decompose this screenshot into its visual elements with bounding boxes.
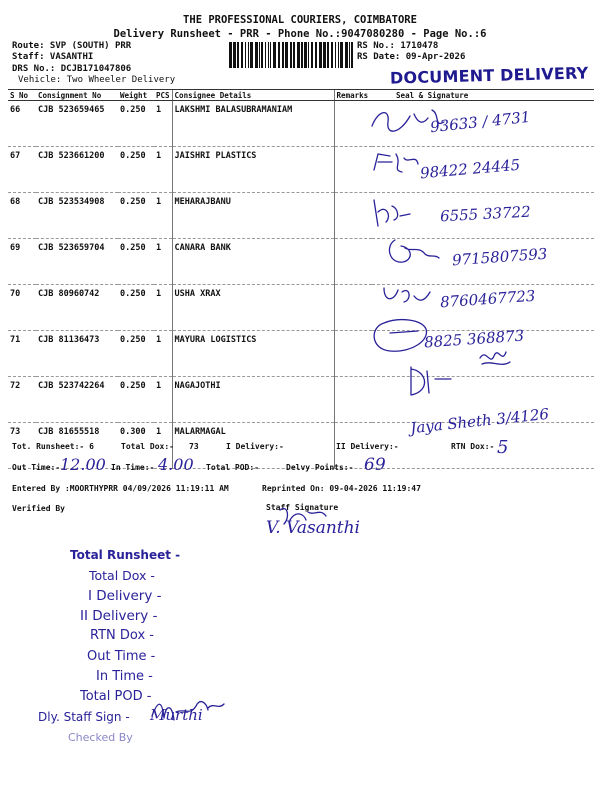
weight-cell: 0.300 — [118, 423, 154, 469]
pcs-cell: 1 — [154, 147, 172, 193]
sno-cell: 67 — [8, 147, 36, 193]
document-subtitle: Delivery Runsheet - PRR - Phone No.:9047080280 - Page No.:6 — [113, 28, 487, 40]
route-text: Route: SVP (SOUTH) PRR — [12, 41, 132, 51]
remarks-cell — [334, 101, 372, 147]
consignment-cell: CJB 523659704 — [36, 239, 118, 285]
vehicle-text: Vehicle: Two Wheeler Delivery — [18, 75, 176, 85]
consignment-cell: CJB 81655518 — [36, 423, 118, 469]
barcode-bar — [349, 42, 350, 68]
weight-cell: 0.250 — [118, 193, 154, 239]
col-weight: Weight — [118, 90, 154, 101]
consignment-cell: CJB 523661200 — [36, 147, 118, 193]
barcode-bar — [250, 42, 253, 68]
remarks-cell — [334, 239, 372, 285]
handwritten-signature-phone: Jaya Sheth 3/4126 — [409, 404, 550, 438]
pcs-cell: 1 — [154, 285, 172, 331]
consignment-cell: CJB 523742264 — [36, 377, 118, 423]
stamp-line: Dly. Staff Sign - — [38, 710, 130, 724]
ink-signature-scribble — [150, 690, 230, 734]
barcode-bar — [255, 42, 258, 68]
i-delivery-label: I Delivery:- — [226, 442, 284, 451]
stamp-line: I Delivery - — [88, 588, 162, 604]
document-delivery-stamp: DOCUMENT DELIVERY — [389, 63, 589, 88]
weight-cell: 0.250 — [118, 285, 154, 331]
remarks-cell — [334, 331, 372, 377]
in-time-handwritten: 4.00 — [158, 455, 194, 474]
consignment-cell: CJB 523534908 — [36, 193, 118, 239]
barcode-bar — [229, 42, 232, 68]
rs-number: RS No.: 1710478 — [357, 41, 439, 51]
barcode-bar — [273, 42, 276, 68]
stamp-line: Total Dox - — [89, 568, 155, 583]
barcode-bar — [338, 42, 339, 68]
handwritten-signature-phone: 8760467723 — [439, 286, 536, 312]
barcode-bar — [319, 42, 322, 68]
ink-signature-scribble — [370, 150, 450, 194]
ink-signature-scribble — [278, 500, 358, 544]
ink-signature-scribble — [385, 236, 465, 280]
barcode-bar — [270, 42, 271, 68]
barcode-bar — [331, 42, 333, 68]
weight-cell: 0.250 — [118, 101, 154, 147]
handwritten-signature-phone: 93633 / 4731 — [429, 107, 532, 137]
col-pcs: PCS — [154, 90, 172, 101]
barcode-bar — [248, 42, 249, 68]
table-header-row — [8, 90, 594, 101]
total-dox-value: 73 — [189, 442, 199, 451]
total-pod-label: Total POD:- — [206, 463, 259, 472]
stamp-line: II Delivery - — [80, 608, 158, 624]
stamp-line: Total POD - — [80, 689, 152, 704]
consignee-cell: MAYURA LOGISTICS — [172, 331, 334, 377]
barcode-bar — [323, 42, 326, 68]
barcode-bar — [245, 42, 246, 68]
handwritten-signature-phone: 9715807593 — [451, 244, 548, 270]
barcode-bar — [335, 42, 336, 68]
pcs-cell: 1 — [154, 377, 172, 423]
stamp-line: Out Time - — [87, 649, 156, 664]
tot-runsheet: Tot. Runsheet:- 6 — [12, 442, 94, 451]
ink-signature-scribble — [370, 104, 450, 148]
delvy-points-label: Delvy Points:- — [286, 463, 354, 472]
dly-staff-sign-handwritten: Murthi — [150, 706, 203, 724]
handwritten-signature-phone: 98422 24445 — [419, 155, 521, 183]
barcode-bar — [282, 42, 284, 68]
pcs-cell: 1 — [154, 239, 172, 285]
rs-date: RS Date: 09-Apr-2026 — [357, 52, 466, 62]
ink-signature-scribble — [370, 315, 450, 359]
in-time-label: In Time:- — [111, 463, 155, 472]
consignee-cell: JAISHRI PLASTICS — [172, 147, 334, 193]
consignee-cell: USHA XRAX — [172, 285, 334, 331]
weight-cell: 0.250 — [118, 377, 154, 423]
reprinted-on: Reprinted On: 09-04-2026 11:19:47 — [262, 484, 421, 493]
consignment-cell: CJB 81136473 — [36, 331, 118, 377]
sno-cell: 66 — [8, 101, 36, 147]
rtn-dox-label: RTN Dox:- — [451, 442, 495, 451]
barcode-bar — [233, 42, 236, 68]
col-seal-signature: Seal & Signature — [372, 90, 594, 101]
stamp-line: In Time - — [96, 669, 153, 684]
sno-cell: 68 — [8, 193, 36, 239]
consignment-cell: CJB 523659465 — [36, 101, 118, 147]
barcode-bar — [304, 42, 307, 68]
pcs-cell: 1 — [154, 423, 172, 469]
staff-signature-label: Staff Signature — [266, 503, 339, 512]
col-consignment: Consignment No — [36, 90, 118, 101]
weight-cell: 0.250 — [118, 331, 154, 377]
handwritten-signature-phone: 8825 368873 — [423, 326, 525, 352]
remarks-cell — [334, 147, 372, 193]
out-time-label: Out Time:- — [12, 463, 61, 472]
ink-signature-scribble — [478, 338, 558, 382]
sno-cell: 70 — [8, 285, 36, 331]
remarks-cell — [334, 377, 372, 423]
drs-number: DRS No.: DCJB171047806 — [12, 64, 132, 74]
weight-cell: 0.250 — [118, 239, 154, 285]
barcode-bar — [261, 42, 263, 68]
barcode-bar — [311, 42, 313, 68]
barcode-bar — [301, 42, 303, 68]
consignee-cell: MEHARAJBANU — [172, 193, 334, 239]
barcode-bar — [308, 42, 309, 68]
pcs-cell: 1 — [154, 331, 172, 377]
barcode-bar — [278, 42, 280, 68]
consignee-cell: NAGAJOTHI — [172, 377, 334, 423]
barcode-bar — [265, 42, 266, 68]
barcode-bar — [268, 42, 269, 68]
barcode-bar — [297, 42, 300, 68]
staff-text: Staff: VASANTHI — [12, 52, 94, 62]
barcode — [228, 42, 354, 68]
barcode-bar — [327, 42, 329, 68]
entered-by: Entered By :MOORTHYPRR 04/09/2026 11:19:11 AM — [12, 484, 229, 493]
consignment-cell: CJB 80960742 — [36, 285, 118, 331]
rtn-dox-handwritten: 5 — [497, 437, 509, 458]
barcode-bar — [315, 42, 317, 68]
barcode-bar — [340, 42, 343, 68]
col-remarks: Remarks — [334, 90, 372, 101]
pcs-cell: 1 — [154, 193, 172, 239]
sno-cell: 71 — [8, 331, 36, 377]
staff-signature-handwritten: V. Vasanthi — [266, 518, 360, 538]
sno-cell: 73 — [8, 423, 36, 469]
weight-cell: 0.250 — [118, 147, 154, 193]
col-sno: S No — [8, 90, 36, 101]
barcode-bar — [351, 42, 353, 68]
stamp-line: Total Runsheet - — [70, 548, 181, 562]
barcode-bar — [290, 42, 292, 68]
barcode-bar — [237, 42, 239, 68]
handwritten-signature-phone: 6555 33722 — [439, 202, 532, 226]
ink-signature-scribble — [405, 365, 485, 409]
document-title: THE PROFESSIONAL COURIERS, COIMBATORE — [183, 14, 417, 26]
sno-cell: 72 — [8, 377, 36, 423]
verified-by: Verified By — [12, 504, 65, 513]
remarks-cell — [334, 193, 372, 239]
delvy-points-handwritten: 69 — [364, 455, 386, 475]
stamp-line: Checked By — [68, 731, 133, 744]
total-dox-label: Total Dox:- — [121, 442, 174, 451]
barcode-bar — [293, 42, 295, 68]
barcode-bar — [241, 42, 243, 68]
consignee-cell: MALARMAGAL — [172, 423, 334, 469]
out-time-handwritten: 12.00 — [60, 455, 106, 474]
sno-cell: 69 — [8, 239, 36, 285]
barcode-bar — [285, 42, 288, 68]
barcode-bar — [345, 42, 348, 68]
ink-signature-scribble — [370, 196, 450, 240]
pcs-cell: 1 — [154, 101, 172, 147]
consignee-cell: CANARA BANK — [172, 239, 334, 285]
barcode-bar — [259, 42, 260, 68]
ii-delivery-label: II Delivery:- — [336, 442, 399, 451]
remarks-cell — [334, 285, 372, 331]
consignee-cell: LAKSHMI BALASUBRAMANIAM — [172, 101, 334, 147]
col-consignee: Consignee Details — [172, 90, 334, 101]
stamp-line: RTN Dox - — [90, 628, 154, 643]
